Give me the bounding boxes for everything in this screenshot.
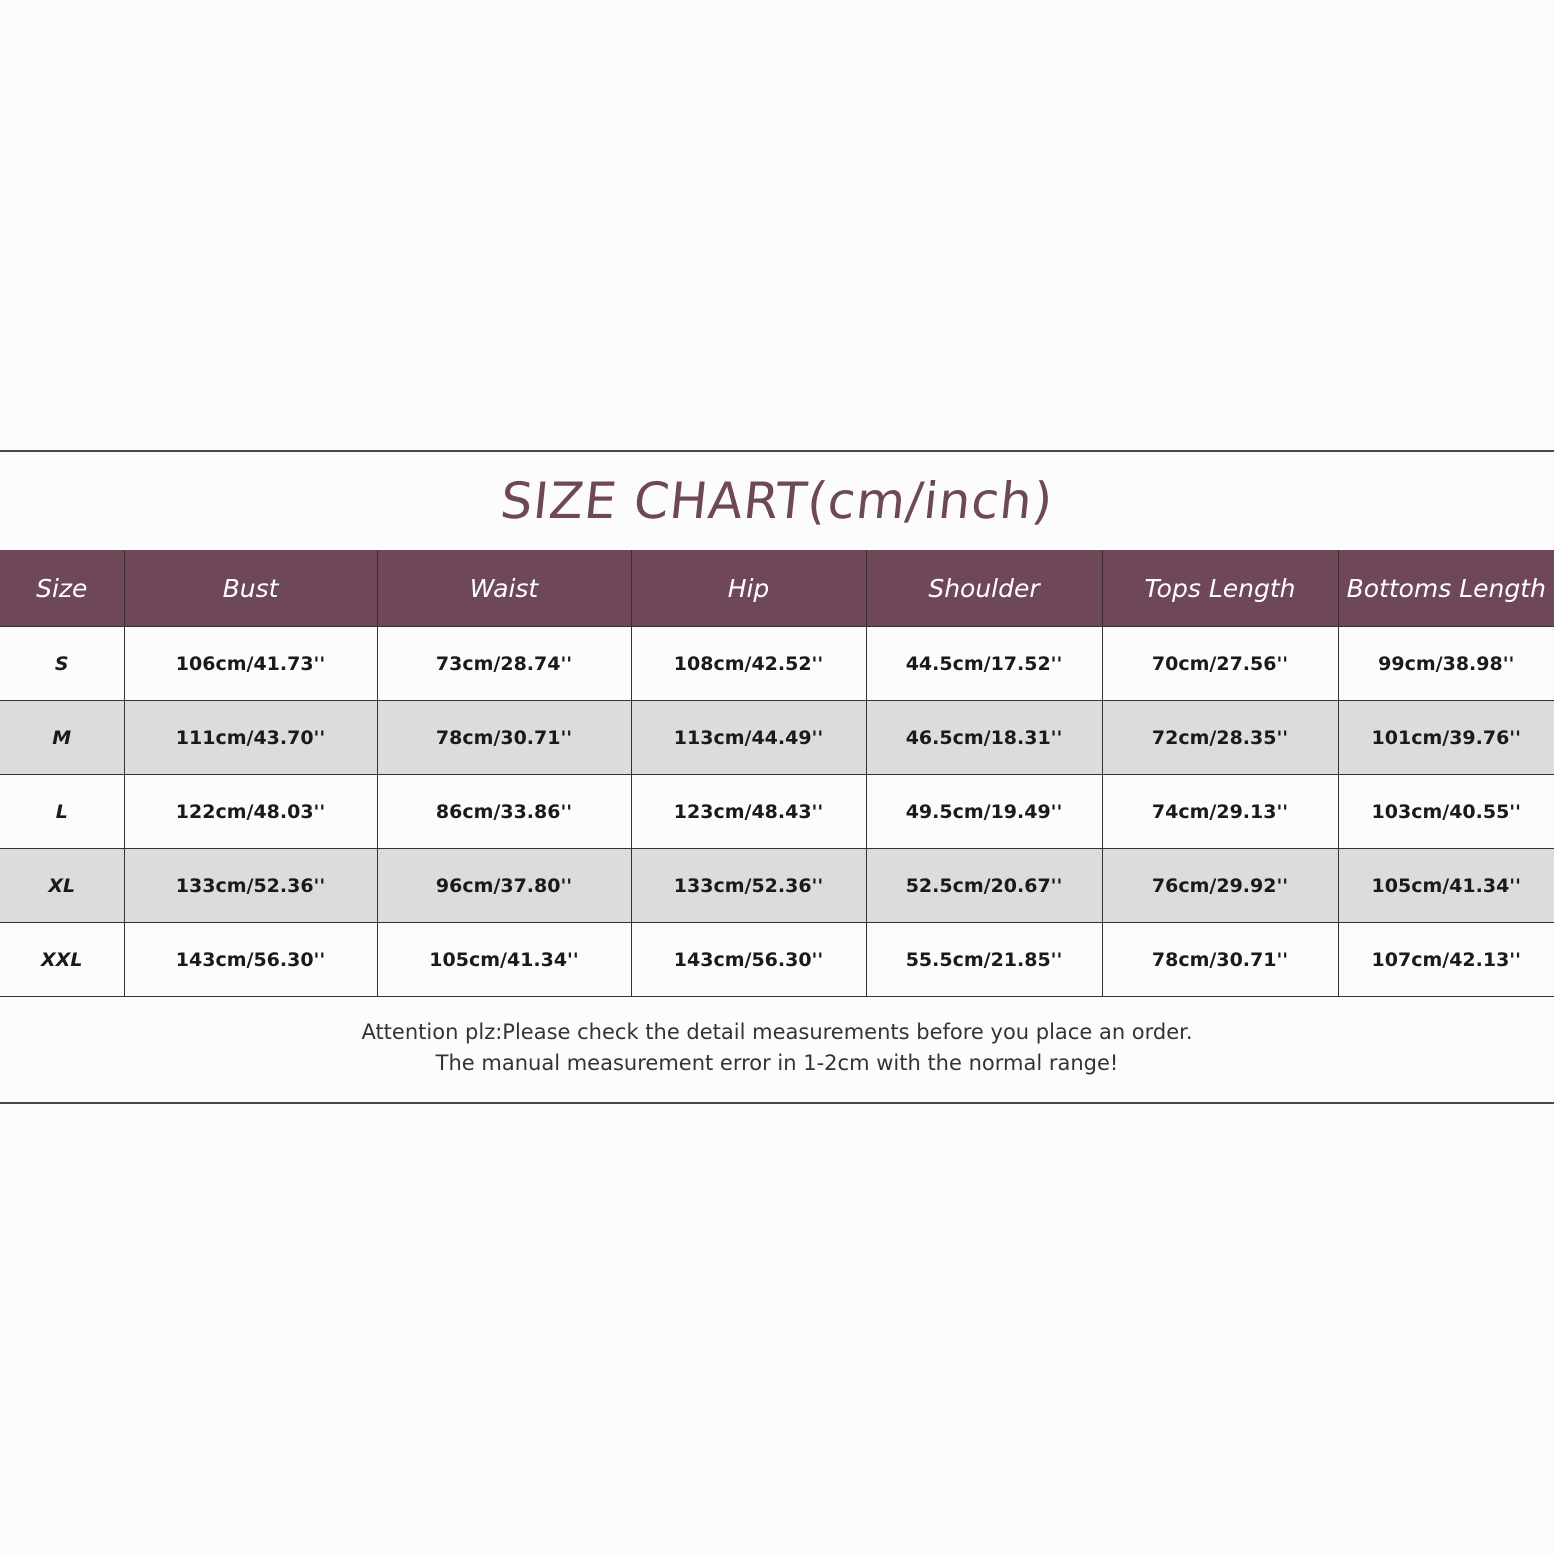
bottoms-length-cell: 107cm/42.13'' xyxy=(1338,923,1554,997)
header-shoulder: Shoulder xyxy=(866,550,1102,627)
size-cell: M xyxy=(0,701,124,775)
shoulder-cell: 55.5cm/21.85'' xyxy=(866,923,1102,997)
tops-length-cell: 78cm/30.71'' xyxy=(1102,923,1338,997)
table-row xyxy=(0,775,1554,849)
size-cell: S xyxy=(0,627,124,701)
shoulder-cell: 46.5cm/18.31'' xyxy=(866,701,1102,775)
measurement-note xyxy=(0,1017,1554,1079)
size-cell: L xyxy=(0,775,124,849)
size-chart-title: SIZE CHART(cm/inch) xyxy=(497,472,1057,530)
table-row xyxy=(0,923,1554,997)
note-line-1: Attention plz:Please check the detail measurements before you place an order. xyxy=(361,1020,1193,1044)
shoulder-cell: 49.5cm/19.49'' xyxy=(866,775,1102,849)
header-hip: Hip xyxy=(631,550,866,627)
header-bottoms-length: Bottoms Length xyxy=(1338,550,1554,627)
hip-cell: 113cm/44.49'' xyxy=(631,701,866,775)
bottoms-length-cell: 103cm/40.55'' xyxy=(1338,775,1554,849)
table-row xyxy=(0,627,1554,701)
bust-cell: 122cm/48.03'' xyxy=(124,775,377,849)
bottoms-length-cell: 101cm/39.76'' xyxy=(1338,701,1554,775)
hip-cell: 133cm/52.36'' xyxy=(631,849,866,923)
bottoms-length-cell: 99cm/38.98'' xyxy=(1338,627,1554,701)
hip-cell: 143cm/56.30'' xyxy=(631,923,866,997)
hip-cell: 108cm/42.52'' xyxy=(631,627,866,701)
shoulder-cell: 44.5cm/17.52'' xyxy=(866,627,1102,701)
table-header-row xyxy=(0,550,1554,627)
tops-length-cell: 74cm/29.13'' xyxy=(1102,775,1338,849)
size-table xyxy=(0,550,1554,997)
bust-cell: 133cm/52.36'' xyxy=(124,849,377,923)
tops-length-cell: 70cm/27.56'' xyxy=(1102,627,1338,701)
waist-cell: 96cm/37.80'' xyxy=(377,849,631,923)
table-row xyxy=(0,849,1554,923)
bust-cell: 143cm/56.30'' xyxy=(124,923,377,997)
shoulder-cell: 52.5cm/20.67'' xyxy=(866,849,1102,923)
tops-length-cell: 72cm/28.35'' xyxy=(1102,701,1338,775)
header-waist: Waist xyxy=(377,550,631,627)
header-size: Size xyxy=(0,550,124,627)
bottoms-length-cell: 105cm/41.34'' xyxy=(1338,849,1554,923)
waist-cell: 78cm/30.71'' xyxy=(377,701,631,775)
bust-cell: 106cm/41.73'' xyxy=(124,627,377,701)
bust-cell: 111cm/43.70'' xyxy=(124,701,377,775)
size-chart xyxy=(0,450,1554,1104)
waist-cell: 105cm/41.34'' xyxy=(377,923,631,997)
tops-length-cell: 76cm/29.92'' xyxy=(1102,849,1338,923)
waist-cell: 86cm/33.86'' xyxy=(377,775,631,849)
header-tops-length: Tops Length xyxy=(1102,550,1338,627)
note-line-2: The manual measurement error in 1-2cm with the normal range! xyxy=(435,1051,1119,1075)
table-row xyxy=(0,701,1554,775)
size-cell: XL xyxy=(0,849,124,923)
size-cell: XXL xyxy=(0,923,124,997)
waist-cell: 73cm/28.74'' xyxy=(377,627,631,701)
header-bust: Bust xyxy=(124,550,377,627)
hip-cell: 123cm/48.43'' xyxy=(631,775,866,849)
